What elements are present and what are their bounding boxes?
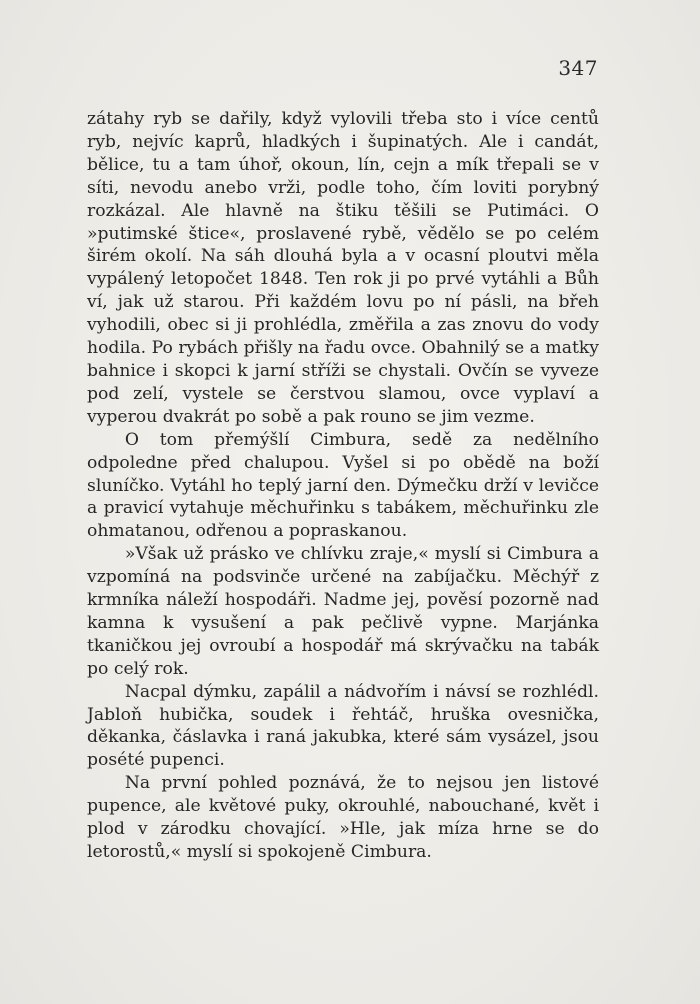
paragraph-5: Na první pohled poznává, že to nejsou jen listové pupence, ale květové puky, okrouhlé, nabouchané, květ i plod v zárodku chovající. »Hle, jak míza hrne se do letorostů,« myslí si spokojeně Cimbura. [87,773,599,862]
paragraph-1: zátahy ryb se dařily, když vylovili třeba sto i více centů ryb, nejvíc kaprů, hladkých i šupinatých. Ale i candát, bělice, tu a tam úhoř, okoun, lín, cejn a mík třepali se v síti, nevodu anebo vrži, podle toho, čím loviti porybný rozkázal. Ale hlavně na štiku těšili se Putimáci. O »putimské štice«, proslavené rybě, vědělo se po celém širém okolí. Na sáh dlouhá byla a v ocasní ploutvi měla vypálený letopočet 1848. Ten rok ji po prvé vytáhli a Bůh ví, jak už starou. Při každém lovu po ní pásli, na břeh vyhodili, obec si ji prohlédla, změřila a zas znovu do vody hodila. Po rybách přišly na řadu ovce. Obahnilý se a matky bahnice i skopci k jarní stříži se chystali. Ovčín se vyveze pod zelí, vystele se čerstvou slamou, ovce vyplaví a vyperou dvakrát po sobě a pak rouno se jim vezme. [87,109,599,427]
page-number: 347 [558,56,598,80]
body-text [87,108,599,864]
paragraph-2: O tom přemýšlí Cimbura, sedě za nedělního odpoledne před chalupou. Vyšel si po obědě na boží sluníčko. Vytáhl ho teplý jarní den. Dýmečku drží v levičce a pravicí vytahuje měchuřinku s tabákem, měchuřinku zle ohmatanou, odřenou a popraskanou. [87,429,599,542]
paragraph-3: »Však už prásko ve chlívku zraje,« myslí si Cimbura a vzpomíná na podsvinče určené na zabíjačku. Měchýř z krmníka náleží hospodáři. Nadme jej, pověsí pozorně nad kamna k vysušení a pak pečlivě vypne. Marjánka tkaničkou jej ovroubí a hospodář má skrývačku na tabák po celý rok. [87,544,599,679]
paragraph-4: Nacpal dýmku, zapálil a nádvořím i návsí se rozhlédl. Jabloň hubička, soudek i řehtáč, hruška ovesnička, děkanka, čáslavka i raná jakubka, které sám vysázel, jsou posété pupenci. [87,681,599,771]
